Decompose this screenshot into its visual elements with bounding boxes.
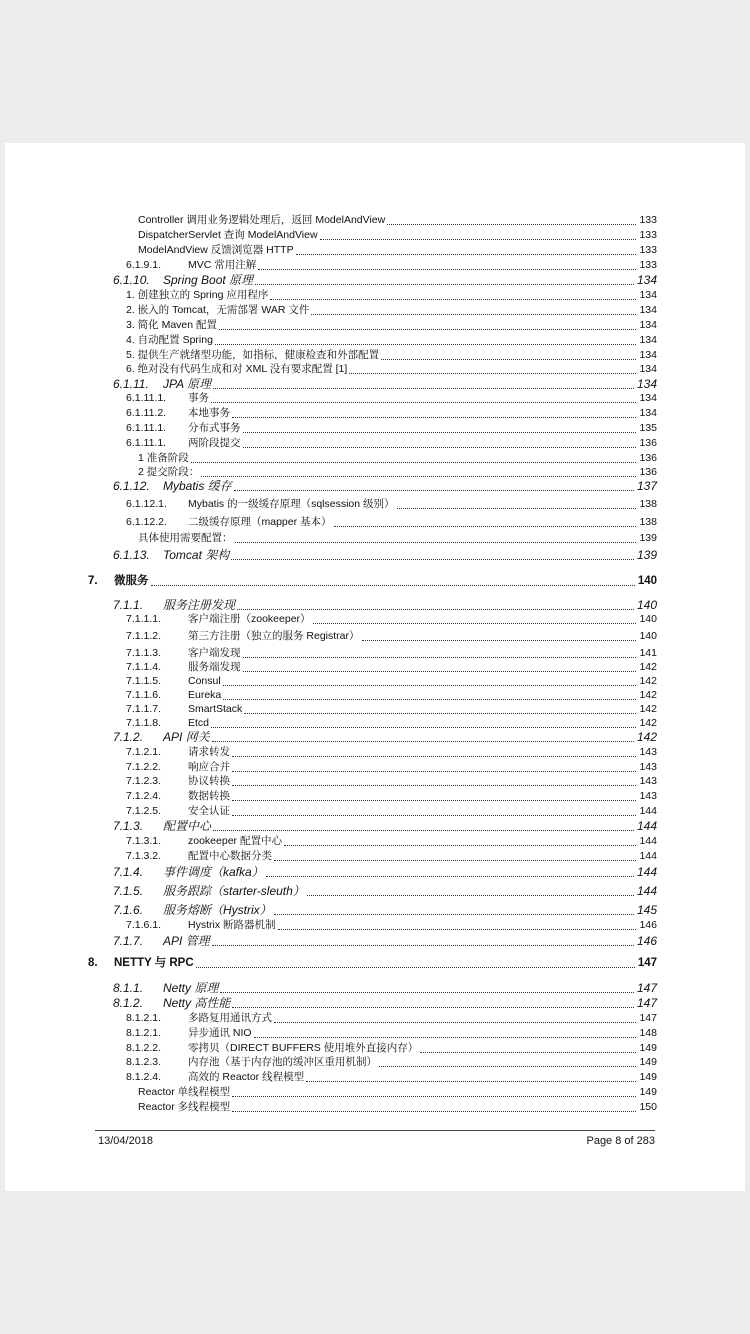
toc-entry-title: 内存池（基于内存池的缓冲区重用机制） xyxy=(188,1056,377,1068)
toc-entry-page: 147 xyxy=(637,957,657,969)
toc-entry-title: ModelAndView 反馈浏览器 HTTP xyxy=(138,244,294,256)
toc-entry-page: 134 xyxy=(636,377,657,391)
toc-entry-title: API 网关 xyxy=(163,730,210,744)
toc-entry-title: API 管理 xyxy=(163,934,210,948)
dot-leader xyxy=(213,387,634,389)
footer-page-number: Page 8 of 283 xyxy=(586,1135,655,1147)
toc-entry-page: 144 xyxy=(636,884,657,898)
dot-leader xyxy=(201,475,636,477)
toc-entry-number: 7. xyxy=(88,575,98,587)
dot-leader xyxy=(379,1065,636,1067)
dot-leader xyxy=(235,541,637,543)
toc-entry-page: 134 xyxy=(639,407,657,419)
toc-entry[interactable] xyxy=(5,465,745,479)
dot-leader xyxy=(237,608,634,610)
toc-entry-title: 3. 简化 Maven 配置 xyxy=(126,319,218,331)
toc-entry-title: 高效的 Reactor 线程模型 xyxy=(188,1071,305,1083)
toc-entry[interactable] xyxy=(5,884,745,898)
toc-entry[interactable] xyxy=(5,1100,745,1114)
document-page xyxy=(5,143,745,1191)
toc-entry[interactable] xyxy=(5,243,745,257)
toc-entry-title: 服务端发现 xyxy=(188,661,241,673)
dot-leader xyxy=(196,966,635,968)
toc-entry-number: 8. xyxy=(88,957,98,969)
toc-entry-page: 148 xyxy=(639,1027,657,1039)
toc-entry-number: 7.1.6.1. xyxy=(126,919,162,931)
toc-entry-page: 144 xyxy=(639,805,657,817)
toc-entry[interactable] xyxy=(5,574,745,588)
toc-entry[interactable] xyxy=(5,688,745,702)
dot-leader xyxy=(151,584,635,586)
toc-entry-number: 6.1.11. xyxy=(113,377,149,391)
dot-leader xyxy=(420,1051,636,1053)
toc-entry-page: 143 xyxy=(639,761,657,773)
dot-leader xyxy=(231,558,634,560)
toc-entry-page: 140 xyxy=(639,613,657,625)
toc-entry[interactable] xyxy=(5,996,745,1010)
toc-entry-number: 7.1.2.2. xyxy=(126,761,162,773)
dot-leader xyxy=(320,238,637,240)
toc-entry[interactable] xyxy=(5,834,745,848)
toc-entry-page: 134 xyxy=(639,319,657,331)
dot-leader xyxy=(232,814,636,816)
toc-entry-page: 140 xyxy=(639,630,657,642)
toc-entry-page: 134 xyxy=(639,363,657,375)
toc-entry-title: 服务跟踪（starter-sleuth） xyxy=(163,884,305,898)
toc-entry-page: 140 xyxy=(636,598,657,612)
dot-leader xyxy=(211,401,636,403)
toc-entry-title: 具体使用需要配置： xyxy=(138,532,233,544)
toc-entry-title: 事务 xyxy=(188,392,209,404)
toc-entry-title: Mybatis 的一级缓存原理（sqlsession 级别） xyxy=(188,498,395,510)
toc-entry-title: Netty 原理 xyxy=(163,981,219,995)
toc-entry-page: 139 xyxy=(639,532,657,544)
toc-entry[interactable] xyxy=(5,1070,745,1084)
toc-entry[interactable] xyxy=(5,303,745,317)
toc-entry-number: 7.1.2.3. xyxy=(126,775,162,787)
dot-leader xyxy=(278,928,637,930)
toc-entry-page: 136 xyxy=(639,452,657,464)
toc-entry-number: 6.1.13. xyxy=(113,548,150,562)
toc-entry[interactable] xyxy=(5,451,745,465)
dot-leader xyxy=(223,684,637,686)
dot-leader xyxy=(232,755,636,757)
toc-entry-number: 6.1.11.1. xyxy=(126,422,167,434)
dot-leader xyxy=(212,944,634,946)
toc-entry-page: 146 xyxy=(639,919,657,931)
dot-leader xyxy=(243,431,637,433)
toc-entry-page: 146 xyxy=(636,934,657,948)
dot-leader xyxy=(387,223,636,225)
toc-entry-page: 134 xyxy=(639,392,657,404)
toc-entry-title: 本地事务 xyxy=(188,407,230,419)
toc-entry-number: 7.1.2.4. xyxy=(126,790,162,802)
toc-entry-title: 异步通讯 NIO xyxy=(188,1027,252,1039)
dot-leader xyxy=(215,343,637,345)
toc-entry-number: 8.1.2.1. xyxy=(126,1027,162,1039)
toc-entry-page: 145 xyxy=(636,903,657,917)
toc-entry-title: 数据转换 xyxy=(188,790,230,802)
toc-entry-number: 6.1.12.2. xyxy=(126,516,167,528)
dot-leader xyxy=(296,253,637,255)
dot-leader xyxy=(258,268,636,270)
toc-entry-title: 事件调度（kafka） xyxy=(163,865,264,879)
toc-entry-title: Consul xyxy=(188,675,221,687)
toc-entry[interactable] xyxy=(5,348,745,362)
toc-entry-page: 135 xyxy=(639,422,657,434)
dot-leader xyxy=(244,712,636,714)
toc-entry-page: 149 xyxy=(639,1086,657,1098)
dot-leader xyxy=(270,298,636,300)
dot-leader xyxy=(219,328,636,330)
toc-entry-title: 微服务 xyxy=(114,575,149,587)
dot-leader xyxy=(232,1006,634,1008)
toc-entry-number: 7.1.1.4. xyxy=(126,661,162,673)
dot-leader xyxy=(232,1095,636,1097)
toc-entry[interactable] xyxy=(5,548,745,562)
toc-entry-number: 6.1.9.1. xyxy=(126,259,162,271)
toc-entry-number: 7.1.3.1. xyxy=(126,835,162,847)
toc-entry-title: 5. 提供生产就绪型功能，如指标，健康检查和外部配置 xyxy=(126,349,380,361)
toc-entry-page: 133 xyxy=(639,214,657,226)
toc-entry-number: 7.1.2.1. xyxy=(126,746,162,758)
toc-entry-number: 8.1.2. xyxy=(113,996,144,1010)
toc-entry-title: 二级缓存原理（mapper 基本） xyxy=(188,516,332,528)
toc-entry-title: 2. 嵌入的 Tomcat，无需部署 WAR 文件 xyxy=(126,304,310,316)
toc-entry[interactable] xyxy=(5,497,745,511)
toc-entry-page: 149 xyxy=(639,1056,657,1068)
toc-entry[interactable] xyxy=(5,406,745,420)
toc-entry-page: 142 xyxy=(639,689,657,701)
dot-leader xyxy=(232,416,636,418)
dot-leader xyxy=(243,446,637,448)
toc-entry-title: 请求转发 xyxy=(188,746,230,758)
toc-entry-page: 133 xyxy=(639,229,657,241)
dot-leader xyxy=(274,913,634,915)
toc-entry-page: 134 xyxy=(639,334,657,346)
dot-leader xyxy=(220,991,634,993)
toc-entry-number: 6.1.10. xyxy=(113,273,150,287)
toc-entry-number: 6.1.12. xyxy=(113,479,150,493)
toc-entry[interactable] xyxy=(5,377,745,391)
toc-entry[interactable] xyxy=(5,1055,745,1069)
toc-entry-number: 7.1.2.5. xyxy=(126,805,162,817)
toc-entry[interactable] xyxy=(5,745,745,759)
toc-entry-page: 144 xyxy=(636,819,657,833)
toc-entry[interactable] xyxy=(5,1041,745,1055)
dot-leader xyxy=(274,1021,636,1023)
toc-entry[interactable] xyxy=(5,612,745,626)
toc-entry-title: 6. 绝对没有代码生成和对 XML 没有要求配置 [1] xyxy=(126,363,348,375)
toc-entry[interactable] xyxy=(5,421,745,435)
toc-entry-number: 7.1.1. xyxy=(113,598,144,612)
toc-entry-title: 客户端发现 xyxy=(188,647,241,659)
toc-entry-title: zookeeper 配置中心 xyxy=(188,835,282,847)
toc-entry[interactable] xyxy=(5,318,745,332)
toc-entry-title: DispatcherServlet 查询 ModelAndView xyxy=(138,229,318,241)
toc-entry-page: 142 xyxy=(639,661,657,673)
dot-leader xyxy=(212,740,634,742)
toc-entry[interactable] xyxy=(5,789,745,803)
toc-entry-title: 1 准备阶段 xyxy=(138,452,189,464)
toc-entry-number: 7.1.3. xyxy=(113,819,144,833)
toc-entry-title: JPA 原理 xyxy=(163,377,212,391)
toc-entry[interactable] xyxy=(5,1026,745,1040)
toc-entry-title: Hystrix 断路器机制 xyxy=(188,919,276,931)
toc-entry-title: Tomcat 架构 xyxy=(163,548,230,562)
dot-leader xyxy=(211,726,636,728)
toc-entry-number: 7.1.7. xyxy=(113,934,144,948)
dot-leader xyxy=(306,1080,636,1082)
dot-leader xyxy=(191,461,637,463)
toc-entry-title: 服务注册发现 xyxy=(163,598,236,612)
toc-entry[interactable] xyxy=(5,273,745,287)
toc-entry-title: 分布式事务 xyxy=(188,422,241,434)
toc-entry-page: 147 xyxy=(639,1012,657,1024)
toc-entry-number: 8.1.1. xyxy=(113,981,144,995)
toc-entry-page: 144 xyxy=(639,835,657,847)
toc-entry-title: Spring Boot 原理 xyxy=(163,273,254,287)
toc-entry-title: 两阶段提交 xyxy=(188,437,241,449)
toc-entry-page: 149 xyxy=(639,1042,657,1054)
toc-entry-page: 142 xyxy=(639,703,657,715)
toc-entry-page: 138 xyxy=(639,498,657,510)
toc-entry[interactable] xyxy=(5,934,745,948)
toc-entry-title: 服务熔断（Hystrix） xyxy=(163,903,272,917)
toc-entry[interactable] xyxy=(5,660,745,674)
toc-entry[interactable] xyxy=(5,981,745,995)
toc-entry[interactable] xyxy=(5,213,745,227)
toc-entry-page: 139 xyxy=(636,548,657,562)
toc-entry[interactable] xyxy=(5,760,745,774)
dot-leader xyxy=(232,1110,636,1112)
toc-entry-number: 6.1.11.1. xyxy=(126,392,167,404)
toc-entry-number: 7.1.6. xyxy=(113,903,144,917)
toc-entry-page: 136 xyxy=(639,466,657,478)
toc-entry-title: 零拷贝（DIRECT BUFFERS 使用堆外直接内存） xyxy=(188,1042,419,1054)
toc-entry[interactable] xyxy=(5,1085,745,1099)
toc-entry[interactable] xyxy=(5,774,745,788)
dot-leader xyxy=(362,639,637,641)
toc-entry-title: Netty 高性能 xyxy=(163,996,231,1010)
toc-entry[interactable] xyxy=(5,515,745,529)
toc-entry-page: 150 xyxy=(639,1101,657,1113)
dot-leader xyxy=(254,1036,637,1038)
toc-entry-title: MVC 常用注解 xyxy=(188,259,257,271)
toc-entry-title: 配置中心数据分类 xyxy=(188,850,272,862)
toc-entry-number: 7.1.1.5. xyxy=(126,675,162,687)
dot-leader xyxy=(284,844,637,846)
dot-leader xyxy=(307,894,634,896)
toc-entry-page: 134 xyxy=(639,289,657,301)
toc-entry-page: 138 xyxy=(639,516,657,528)
footer-divider xyxy=(95,1130,655,1131)
toc-entry-title: NETTY 与 RPC xyxy=(114,957,194,969)
toc-entry[interactable] xyxy=(5,391,745,405)
toc-entry[interactable] xyxy=(5,333,745,347)
dot-leader xyxy=(274,859,636,861)
toc-entry-number: 7.1.1.2. xyxy=(126,630,162,642)
toc-entry-title: 第三方注册（独立的服务 Registrar） xyxy=(188,630,360,642)
toc-entry-title: Reactor 多线程模型 xyxy=(138,1101,231,1113)
dot-leader xyxy=(266,875,634,877)
toc-entry[interactable] xyxy=(5,819,745,833)
dot-leader xyxy=(334,525,637,527)
dot-leader xyxy=(397,507,637,509)
toc-entry[interactable] xyxy=(5,646,745,660)
toc-entry-page: 143 xyxy=(639,790,657,802)
toc-entry-title: 配置中心 xyxy=(163,819,212,833)
toc-entry-page: 133 xyxy=(639,244,657,256)
toc-entry-number: 7.1.1.6. xyxy=(126,689,162,701)
toc-entry-number: 8.1.2.1. xyxy=(126,1012,162,1024)
toc-entry-page: 147 xyxy=(636,996,657,1010)
toc-entry-number: 7.1.5. xyxy=(113,884,144,898)
toc-entry[interactable] xyxy=(5,804,745,818)
toc-entry[interactable] xyxy=(5,479,745,493)
toc-entry-page: 134 xyxy=(639,349,657,361)
toc-entry-number: 7.1.3.2. xyxy=(126,850,162,862)
toc-entry-page: 141 xyxy=(639,647,657,659)
toc-entry-title: 安全认证 xyxy=(188,805,230,817)
toc-entry-number: 7.1.1.1. xyxy=(126,613,162,625)
dot-leader xyxy=(232,770,636,772)
toc-entry[interactable] xyxy=(5,629,745,643)
toc-entry-title: 4. 自动配置 Spring xyxy=(126,334,213,346)
toc-entry-title: 2 提交阶段： xyxy=(138,466,200,478)
toc-entry-number: 7.1.4. xyxy=(113,865,144,879)
toc-entry-title: 客户端注册（zookeeper） xyxy=(188,613,311,625)
dot-leader xyxy=(255,283,634,285)
toc-entry-title: Etcd xyxy=(188,717,210,729)
toc-entry-number: 7.1.1.3. xyxy=(126,647,162,659)
toc-entry-title: 多路复用通讯方式 xyxy=(188,1012,272,1024)
toc-entry-page: 137 xyxy=(636,479,657,493)
toc-entry-page: 144 xyxy=(639,850,657,862)
toc-entry[interactable] xyxy=(5,258,745,272)
toc-entry-number: 7.1.2. xyxy=(113,730,144,744)
toc-entry-page: 134 xyxy=(639,304,657,316)
toc-entry-title: Eureka xyxy=(188,689,222,701)
dot-leader xyxy=(311,313,636,315)
toc-entry-number: 8.1.2.2. xyxy=(126,1042,162,1054)
toc-entry-number: 7.1.1.8. xyxy=(126,717,162,729)
toc-entry-title: SmartStack xyxy=(188,703,243,715)
toc-entry-number: 7.1.1.7. xyxy=(126,703,162,715)
toc-entry[interactable] xyxy=(5,228,745,242)
toc-entry[interactable] xyxy=(5,362,745,376)
dot-leader xyxy=(213,829,634,831)
toc-entry[interactable] xyxy=(5,730,745,744)
toc-entry[interactable] xyxy=(5,436,745,450)
toc-entry-page: 142 xyxy=(639,717,657,729)
toc-entry-title: Reactor 单线程模型 xyxy=(138,1086,231,1098)
toc-entry-page: 134 xyxy=(636,273,657,287)
dot-leader xyxy=(232,799,636,801)
toc-entry-number: 6.1.11.2. xyxy=(126,407,167,419)
toc-entry-page: 136 xyxy=(639,437,657,449)
toc-entry[interactable] xyxy=(5,598,745,612)
toc-entry[interactable] xyxy=(5,918,745,932)
toc-entry-page: 143 xyxy=(639,775,657,787)
toc-entry-page: 133 xyxy=(639,259,657,271)
toc-entry-number: 6.1.11.1. xyxy=(126,437,167,449)
toc-entry-page: 143 xyxy=(639,746,657,758)
dot-leader xyxy=(243,656,637,658)
toc-entry-page: 140 xyxy=(637,575,657,587)
toc-entry-title: Controller 调用业务逻辑处理后，返回 ModelAndView xyxy=(138,214,386,226)
toc-entry[interactable] xyxy=(5,865,745,879)
toc-entry-title: 1. 创建独立的 Spring 应用程序 xyxy=(126,289,269,301)
toc-entry-page: 147 xyxy=(636,981,657,995)
toc-entry[interactable] xyxy=(5,956,745,970)
toc-entry-number: 8.1.2.3. xyxy=(126,1056,162,1068)
toc-entry[interactable] xyxy=(5,903,745,917)
dot-leader xyxy=(234,489,634,491)
toc-entry-page: 142 xyxy=(636,730,657,744)
dot-leader xyxy=(349,372,636,374)
dot-leader xyxy=(232,784,636,786)
toc-entry[interactable] xyxy=(5,288,745,302)
toc-entry-page: 144 xyxy=(636,865,657,879)
footer-date: 13/04/2018 xyxy=(98,1135,154,1147)
toc-entry-page: 149 xyxy=(639,1071,657,1083)
dot-leader xyxy=(313,622,637,624)
dot-leader xyxy=(243,670,637,672)
toc-entry-title: Mybatis 缓存 xyxy=(163,479,232,493)
toc-entry[interactable] xyxy=(5,674,745,688)
toc-entry-number: 6.1.12.1. xyxy=(126,498,167,510)
toc-entry-page: 142 xyxy=(639,675,657,687)
dot-leader xyxy=(381,358,636,360)
toc-entry-title: 响应合并 xyxy=(188,761,230,773)
toc-entry-number: 8.1.2.4. xyxy=(126,1071,162,1083)
toc-entry[interactable] xyxy=(5,1011,745,1025)
toc-entry[interactable] xyxy=(5,702,745,716)
toc-entry[interactable] xyxy=(5,716,745,730)
toc-entry-title: 协议转换 xyxy=(188,775,230,787)
toc-entry[interactable] xyxy=(5,531,745,545)
dot-leader xyxy=(223,698,636,700)
toc-entry[interactable] xyxy=(5,849,745,863)
